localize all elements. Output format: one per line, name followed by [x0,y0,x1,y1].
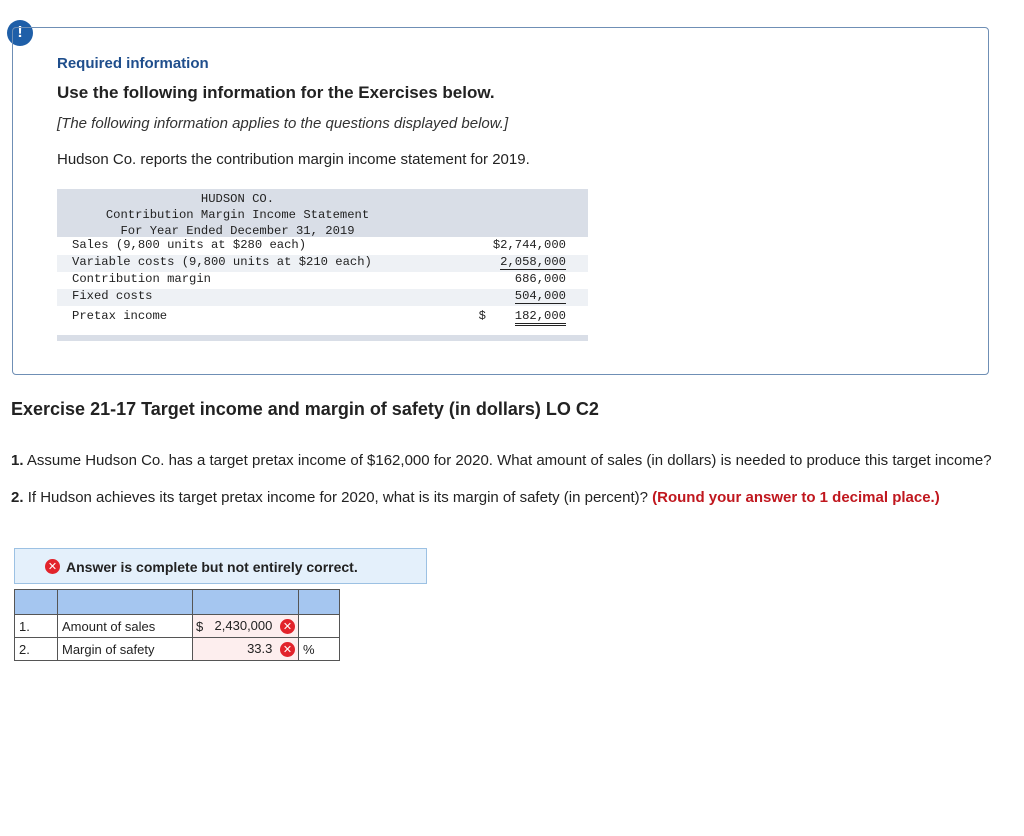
row-amount: 182,000 [515,309,566,326]
row-amount-sign: $ [478,309,486,323]
row-amount: 2,058,000 [500,255,566,269]
question-2-number: 2. [11,489,24,506]
row-label: Amount of sales [58,615,193,638]
applies-note: [The following information applies to the questions displayed below.] [57,115,509,132]
statement-row [57,272,588,289]
rounding-instruction: (Round your answer to 1 decimal place.) [652,489,940,506]
amount-of-sales-input[interactable] [193,615,299,638]
input-value: 33.3 [247,640,273,656]
header-cell [58,590,193,615]
statement-footer-bar [57,335,588,341]
question-2-text: If Hudson achieves its target pretax income for 2020, what is its margin of safety (in percent)? [27,489,648,506]
row-amount: $2,744,000 [492,238,566,252]
income-statement [57,189,588,342]
row-label: Variable costs (9,800 units at $210 each) [72,255,372,269]
row-label: Pretax income [72,309,168,323]
header-cell [193,590,299,615]
required-information-label: Required information [57,55,209,72]
row-label: Contribution margin [72,272,211,286]
row-unit: % [299,638,340,661]
header-cell [299,590,340,615]
question-1-text: Assume Hudson Co. has a target pretax income of $162,000 for 2020. What amount of sales (in dollars) is needed to produce this target income? [26,452,992,469]
exercise-title: Exercise 21-17 Target income and margin of safety (in dollars) LO C2 [11,399,599,419]
instructions-heading: Use the following information for the Exercises below. [57,83,495,102]
company-name: HUDSON CO. [200,192,275,206]
row-unit [299,615,340,638]
question-2 [11,489,1001,507]
answer-table [14,589,340,661]
statement-row [57,309,588,326]
row-label: Fixed costs [72,289,153,303]
alert-icon: ! [7,20,33,46]
statement-period: For Year Ended December 31, 2019 [120,224,355,238]
row-label: Sales (9,800 units at $280 each) [72,238,307,252]
row-number: 2. [15,638,58,661]
input-value: 2,430,000 [214,617,273,633]
row-label: Margin of safety [58,638,193,661]
question-1 [11,452,1001,470]
row-number: 1. [15,615,58,638]
row-amount: 504,000 [514,289,566,303]
table-row [15,615,340,638]
dollar-sign: $ [196,619,204,634]
header-cell [15,590,58,615]
statement-row [57,255,588,272]
answer-status-banner [14,548,427,584]
row-amount: 686,000 [514,272,566,286]
incorrect-icon: ✕ [280,642,295,657]
table-row [15,638,340,661]
statement-row [57,238,588,255]
question-1-number: 1. [11,452,24,469]
statement-header [57,189,588,237]
statement-title: Contribution Margin Income Statement [105,208,370,222]
intro-text: Hudson Co. reports the contribution margin income statement for 2019. [57,151,530,168]
statement-row [57,289,588,306]
x-circle-icon: ✕ [45,559,60,574]
margin-of-safety-input[interactable] [193,638,299,661]
answer-status-text: Answer is complete but not entirely correct. [66,559,358,575]
answer-table-header [15,590,340,615]
incorrect-icon: ✕ [280,619,295,634]
